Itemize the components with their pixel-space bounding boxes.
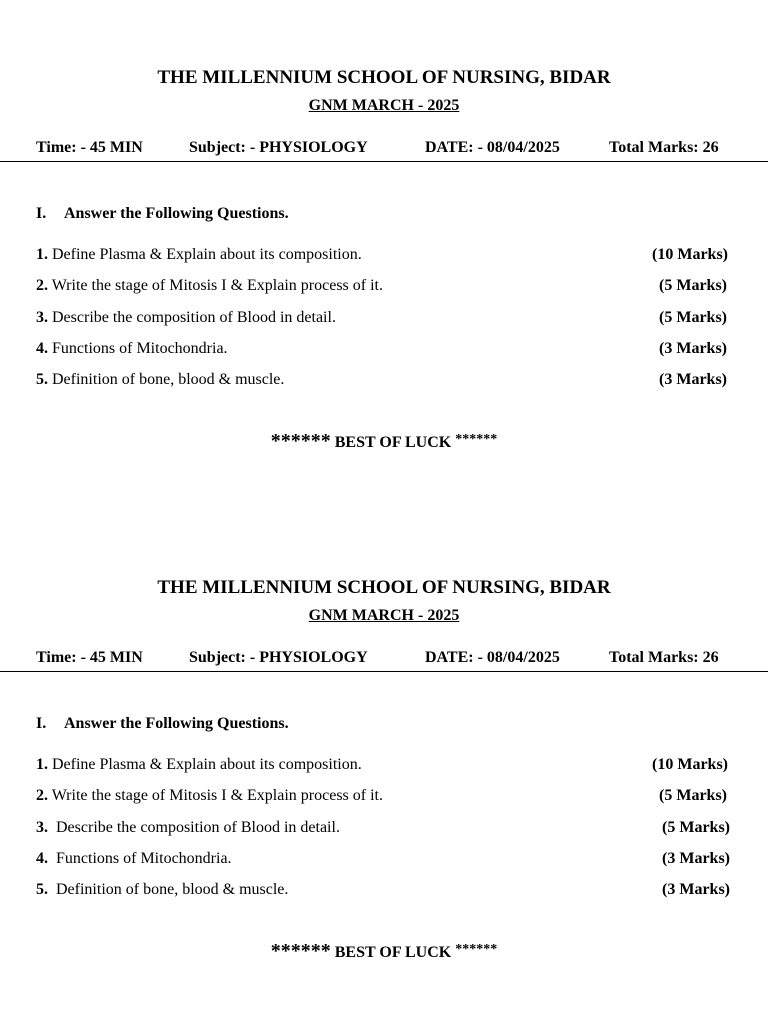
question-number: 4.	[36, 340, 48, 357]
question-text: Write the stage of Mitosis I & Explain process of it.	[48, 277, 383, 294]
question-line	[36, 245, 362, 265]
question-item	[0, 880, 768, 900]
question-item	[0, 370, 768, 390]
section-numeral: I.	[36, 715, 47, 732]
question-number: 3.	[36, 309, 48, 326]
question-item	[0, 755, 768, 775]
question-marks: (5 Marks)	[662, 819, 730, 836]
question-text: Functions of Mitochondria.	[48, 340, 228, 357]
question-number: 4.	[36, 850, 48, 867]
question-marks: (10 Marks)	[652, 756, 728, 773]
question-number: 5.	[36, 881, 48, 898]
question-paper-1	[0, 0, 768, 452]
question-line	[36, 755, 362, 775]
question-text: Definition of bone, blood & muscle.	[48, 371, 285, 388]
question-line	[36, 276, 383, 296]
exam-subject: Subject: - PHYSIOLOGY	[189, 139, 368, 156]
exam-date: DATE: - 08/04/2025	[425, 139, 560, 156]
section-heading	[36, 204, 289, 224]
exam-time: Time: - 45 MIN	[36, 139, 143, 156]
closing-message	[0, 940, 768, 963]
section-title: Answer the Following Questions.	[64, 715, 289, 732]
question-line	[36, 339, 228, 359]
question-item	[0, 308, 768, 328]
question-line	[36, 308, 336, 328]
question-line	[36, 370, 284, 390]
closing-stars-left: ******	[270, 940, 331, 962]
question-number: 2.	[36, 787, 48, 804]
closing-stars-left: ******	[270, 430, 331, 452]
closing-text: BEST OF LUCK	[330, 434, 456, 451]
exam-subject: Subject: - PHYSIOLOGY	[189, 649, 368, 666]
question-number: 5.	[36, 371, 48, 388]
section-numeral: I.	[36, 205, 47, 222]
exam-name: GNM MARCH - 2025	[308, 607, 460, 624]
question-marks: (5 Marks)	[659, 277, 727, 294]
question-text: Definition of bone, blood & muscle.	[48, 881, 289, 898]
question-marks: (3 Marks)	[662, 881, 730, 898]
question-text: Define Plasma & Explain about its composition.	[48, 756, 362, 773]
question-line	[36, 880, 288, 900]
closing-stars-right: ******	[455, 942, 498, 957]
question-text: Describe the composition of Blood in detail.	[48, 309, 336, 326]
school-name: THE MILLENNIUM SCHOOL OF NURSING, BIDAR	[157, 67, 611, 88]
exam-name: GNM MARCH - 2025	[308, 97, 460, 114]
question-line	[36, 849, 232, 869]
closing-message	[0, 430, 768, 453]
question-number: 3.	[36, 819, 48, 836]
header-divider	[0, 671, 768, 672]
question-line	[36, 786, 383, 806]
question-marks: (3 Marks)	[659, 340, 727, 357]
question-text: Functions of Mitochondria.	[48, 850, 232, 867]
question-item	[0, 276, 768, 296]
question-marks: (3 Marks)	[659, 371, 727, 388]
question-marks: (3 Marks)	[662, 850, 730, 867]
question-item	[0, 339, 768, 359]
exam-date: DATE: - 08/04/2025	[425, 649, 560, 666]
school-name: THE MILLENNIUM SCHOOL OF NURSING, BIDAR	[157, 577, 611, 598]
question-marks: (5 Marks)	[659, 787, 727, 804]
exam-info-row	[0, 138, 768, 158]
closing-text: BEST OF LUCK	[330, 944, 456, 961]
section-title: Answer the Following Questions.	[64, 205, 289, 222]
exam-info-row	[0, 648, 768, 668]
exam-total-marks: Total Marks: 26	[609, 649, 719, 666]
question-number: 1.	[36, 246, 48, 263]
header-divider	[0, 161, 768, 162]
section-heading	[36, 714, 289, 734]
question-item	[0, 849, 768, 869]
question-item	[0, 818, 768, 838]
question-marks: (5 Marks)	[659, 309, 727, 326]
question-item	[0, 786, 768, 806]
question-number: 1.	[36, 756, 48, 773]
question-item	[0, 245, 768, 265]
question-paper-2	[0, 510, 768, 962]
question-marks: (10 Marks)	[652, 246, 728, 263]
closing-stars-right: ******	[455, 432, 498, 447]
question-number: 2.	[36, 277, 48, 294]
question-text: Describe the composition of Blood in detail.	[48, 819, 340, 836]
exam-total-marks: Total Marks: 26	[609, 139, 719, 156]
question-text: Define Plasma & Explain about its composition.	[48, 246, 362, 263]
question-line	[36, 818, 340, 838]
question-text: Write the stage of Mitosis I & Explain process of it.	[48, 787, 383, 804]
exam-time: Time: - 45 MIN	[36, 649, 143, 666]
